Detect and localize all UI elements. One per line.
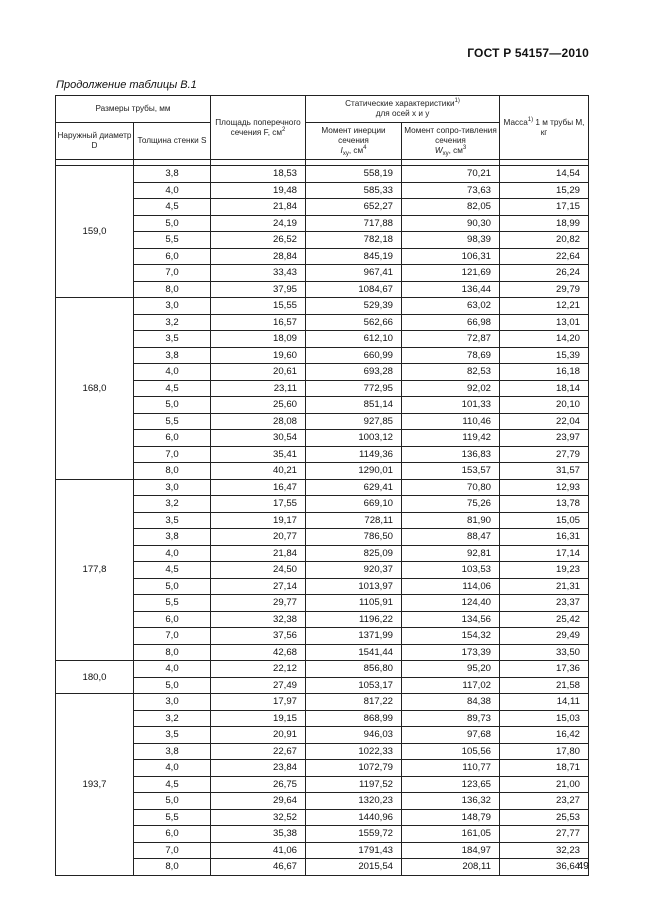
mass-cell: 18,99 bbox=[500, 215, 589, 232]
inertia-cell: 728,11 bbox=[306, 512, 402, 529]
mass-cell: 16,42 bbox=[500, 727, 589, 744]
mass-cell: 13,78 bbox=[500, 496, 589, 513]
area-cell: 35,38 bbox=[211, 826, 306, 843]
mass-cell: 32,23 bbox=[500, 842, 589, 859]
resistance-cell: 148,79 bbox=[402, 809, 500, 826]
mass-cell: 27,77 bbox=[500, 826, 589, 843]
table-row bbox=[56, 364, 589, 381]
area-cell: 18,09 bbox=[211, 331, 306, 348]
area-cell: 33,43 bbox=[211, 265, 306, 282]
resistance-cell: 66,98 bbox=[402, 314, 500, 331]
table-row bbox=[56, 545, 589, 562]
resistance-cell: 82,05 bbox=[402, 199, 500, 216]
area-cell: 16,47 bbox=[211, 479, 306, 496]
table-row bbox=[56, 529, 589, 546]
area-cell: 16,57 bbox=[211, 314, 306, 331]
area-cell: 19,48 bbox=[211, 182, 306, 199]
inertia-cell: 1084,67 bbox=[306, 281, 402, 298]
table-row bbox=[56, 694, 589, 711]
table-row bbox=[56, 446, 589, 463]
wall-cell: 4,5 bbox=[134, 776, 211, 793]
resistance-cell: 136,83 bbox=[402, 446, 500, 463]
wall-cell: 8,0 bbox=[134, 463, 211, 480]
table-row bbox=[56, 826, 589, 843]
inertia-cell: 1371,99 bbox=[306, 628, 402, 645]
table-row bbox=[56, 215, 589, 232]
resistance-cell: 81,90 bbox=[402, 512, 500, 529]
wall-cell: 6,0 bbox=[134, 826, 211, 843]
resistance-cell: 92,81 bbox=[402, 545, 500, 562]
resistance-cell: 136,44 bbox=[402, 281, 500, 298]
area-cell: 19,60 bbox=[211, 347, 306, 364]
resistance-cell: 119,42 bbox=[402, 430, 500, 447]
area-cell: 20,61 bbox=[211, 364, 306, 381]
mass-cell: 17,36 bbox=[500, 661, 589, 678]
inertia-cell: 1197,52 bbox=[306, 776, 402, 793]
area-cell: 41,06 bbox=[211, 842, 306, 859]
area-cell: 35,41 bbox=[211, 446, 306, 463]
mass-cell: 36,64 bbox=[500, 859, 589, 876]
resistance-cell: 89,73 bbox=[402, 710, 500, 727]
inertia-cell: 868,99 bbox=[306, 710, 402, 727]
resistance-cell: 72,87 bbox=[402, 331, 500, 348]
table-row bbox=[56, 644, 589, 661]
table-row bbox=[56, 430, 589, 447]
inertia-cell: 1541,44 bbox=[306, 644, 402, 661]
wall-cell: 3,8 bbox=[134, 743, 211, 760]
resistance-cell: 73,63 bbox=[402, 182, 500, 199]
inertia-cell: 693,28 bbox=[306, 364, 402, 381]
inertia-cell: 612,10 bbox=[306, 331, 402, 348]
pipe-size-header: Размеры трубы, мм bbox=[56, 96, 211, 123]
mass-cell: 21,00 bbox=[500, 776, 589, 793]
resistance-cell: 110,46 bbox=[402, 413, 500, 430]
area-cell: 24,19 bbox=[211, 215, 306, 232]
inertia-cell: 562,66 bbox=[306, 314, 402, 331]
wall-cell: 7,0 bbox=[134, 265, 211, 282]
table-row bbox=[56, 760, 589, 777]
area-cell: 27,49 bbox=[211, 677, 306, 694]
table-row bbox=[56, 496, 589, 513]
mass-cell: 17,80 bbox=[500, 743, 589, 760]
resistance-cell: 154,32 bbox=[402, 628, 500, 645]
table-row bbox=[56, 727, 589, 744]
area-cell: 29,77 bbox=[211, 595, 306, 612]
wall-cell: 4,5 bbox=[134, 562, 211, 579]
static-header: Статические характеристики$^{1)}$ для осей x и y bbox=[306, 96, 500, 123]
wall-cell: 5,5 bbox=[134, 595, 211, 612]
diameter-cell: 180,0 bbox=[56, 661, 134, 694]
area-cell: 27,14 bbox=[211, 578, 306, 595]
inertia-cell: 786,50 bbox=[306, 529, 402, 546]
resistance-cell: 103,53 bbox=[402, 562, 500, 579]
wall-cell: 5,5 bbox=[134, 809, 211, 826]
resistance-cell: 70,80 bbox=[402, 479, 500, 496]
page-number: 49 bbox=[577, 860, 589, 872]
outer-diameter-header: Наружный диаметр D bbox=[56, 123, 134, 160]
mass-cell: 21,31 bbox=[500, 578, 589, 595]
wall-cell: 3,5 bbox=[134, 512, 211, 529]
area-cell: 29,64 bbox=[211, 793, 306, 810]
area-cell: 26,75 bbox=[211, 776, 306, 793]
wall-cell: 4,5 bbox=[134, 199, 211, 216]
wall-cell: 3,0 bbox=[134, 479, 211, 496]
table-header bbox=[56, 96, 589, 166]
mass-cell: 23,27 bbox=[500, 793, 589, 810]
area-cell: 22,67 bbox=[211, 743, 306, 760]
wall-cell: 4,0 bbox=[134, 760, 211, 777]
mass-cell: 19,23 bbox=[500, 562, 589, 579]
wall-cell: 5,0 bbox=[134, 677, 211, 694]
table-row bbox=[56, 166, 589, 183]
area-cell: 32,38 bbox=[211, 611, 306, 628]
area-cell: 18,53 bbox=[211, 166, 306, 183]
inertia-cell: 1053,17 bbox=[306, 677, 402, 694]
wall-cell: 3,5 bbox=[134, 727, 211, 744]
mass-cell: 21,58 bbox=[500, 677, 589, 694]
inertia-cell: 669,10 bbox=[306, 496, 402, 513]
resistance-cell: 98,39 bbox=[402, 232, 500, 249]
area-cell: 20,91 bbox=[211, 727, 306, 744]
wall-cell: 5,0 bbox=[134, 215, 211, 232]
table-row bbox=[56, 463, 589, 480]
resistance-header: Момент сопро-тивления сечения $W_{xy}$, $см^3$ bbox=[402, 123, 500, 160]
table-row bbox=[56, 611, 589, 628]
mass-cell: 14,54 bbox=[500, 166, 589, 183]
inertia-cell: 1290,01 bbox=[306, 463, 402, 480]
area-cell: 23,84 bbox=[211, 760, 306, 777]
area-cell: 40,21 bbox=[211, 463, 306, 480]
static-axes: для осей x и y bbox=[375, 109, 430, 118]
table-row bbox=[56, 776, 589, 793]
mass-cell: 16,31 bbox=[500, 529, 589, 546]
mass-cell: 25,42 bbox=[500, 611, 589, 628]
area-cell: 28,84 bbox=[211, 248, 306, 265]
area-cell: 21,84 bbox=[211, 545, 306, 562]
resistance-cell: 208,11 bbox=[402, 859, 500, 876]
resistance-cell: 121,69 bbox=[402, 265, 500, 282]
inertia-cell: 585,33 bbox=[306, 182, 402, 199]
mass-cell: 31,57 bbox=[500, 463, 589, 480]
wall-cell: 8,0 bbox=[134, 281, 211, 298]
inertia-cell: 660,99 bbox=[306, 347, 402, 364]
wall-cell: 5,0 bbox=[134, 578, 211, 595]
mass-cell: 15,39 bbox=[500, 347, 589, 364]
diameter-cell: 177,8 bbox=[56, 479, 134, 661]
area-cell: 15,55 bbox=[211, 298, 306, 315]
resistance-cell: 101,33 bbox=[402, 397, 500, 414]
inertia-cell: 817,22 bbox=[306, 694, 402, 711]
table-row bbox=[56, 793, 589, 810]
table-row bbox=[56, 281, 589, 298]
inertia-cell: 1149,36 bbox=[306, 446, 402, 463]
table-row bbox=[56, 628, 589, 645]
mass-cell: 14,20 bbox=[500, 331, 589, 348]
resistance-cell: 161,05 bbox=[402, 826, 500, 843]
inertia-cell: 851,14 bbox=[306, 397, 402, 414]
area-cell: 37,56 bbox=[211, 628, 306, 645]
table-row bbox=[56, 182, 589, 199]
resistance-cell: 90,30 bbox=[402, 215, 500, 232]
inertia-cell: 946,03 bbox=[306, 727, 402, 744]
mass-cell: 15,05 bbox=[500, 512, 589, 529]
wall-cell: 4,0 bbox=[134, 182, 211, 199]
inertia-cell: 845,19 bbox=[306, 248, 402, 265]
table-row bbox=[56, 809, 589, 826]
wall-cell: 4,5 bbox=[134, 380, 211, 397]
inertia-cell: 967,41 bbox=[306, 265, 402, 282]
inertia-cell: 772,95 bbox=[306, 380, 402, 397]
resistance-cell: 63,02 bbox=[402, 298, 500, 315]
mass-cell: 15,03 bbox=[500, 710, 589, 727]
resistance-cell: 110,77 bbox=[402, 760, 500, 777]
resistance-cell: 123,65 bbox=[402, 776, 500, 793]
mass-cell: 17,14 bbox=[500, 545, 589, 562]
inertia-cell: 1003,12 bbox=[306, 430, 402, 447]
table-row bbox=[56, 562, 589, 579]
resistance-cell: 184,97 bbox=[402, 842, 500, 859]
table-row bbox=[56, 661, 589, 678]
resistance-cell: 136,32 bbox=[402, 793, 500, 810]
area-cell: 21,84 bbox=[211, 199, 306, 216]
area-cell: 42,68 bbox=[211, 644, 306, 661]
mass-cell: 29,79 bbox=[500, 281, 589, 298]
area-cell: 17,97 bbox=[211, 694, 306, 711]
table-caption: Продолжение таблицы В.1 bbox=[56, 79, 197, 91]
mass-cell: 22,64 bbox=[500, 248, 589, 265]
resistance-cell: 117,02 bbox=[402, 677, 500, 694]
inertia-header: Момент инерции сечения $I_{xy}$, $см^4$ bbox=[306, 123, 402, 160]
mass-cell: 20,82 bbox=[500, 232, 589, 249]
mass-cell: 33,50 bbox=[500, 644, 589, 661]
resistance-cell: 82,53 bbox=[402, 364, 500, 381]
area-cell: 19,15 bbox=[211, 710, 306, 727]
resistance-cell: 134,56 bbox=[402, 611, 500, 628]
resistance-cell: 97,68 bbox=[402, 727, 500, 744]
area-cell: 32,52 bbox=[211, 809, 306, 826]
area-cell: 25,60 bbox=[211, 397, 306, 414]
inertia-cell: 1022,33 bbox=[306, 743, 402, 760]
wall-cell: 3,0 bbox=[134, 298, 211, 315]
table-row bbox=[56, 842, 589, 859]
mass-cell: 26,24 bbox=[500, 265, 589, 282]
wall-cell: 3,0 bbox=[134, 694, 211, 711]
inertia-cell: 2015,54 bbox=[306, 859, 402, 876]
resistance-cell: 95,20 bbox=[402, 661, 500, 678]
mass-cell: 22,04 bbox=[500, 413, 589, 430]
wall-cell: 3,2 bbox=[134, 710, 211, 727]
resistance-cell: 114,06 bbox=[402, 578, 500, 595]
area-cell: 30,54 bbox=[211, 430, 306, 447]
inertia-cell: 782,18 bbox=[306, 232, 402, 249]
resistance-cell: 70,21 bbox=[402, 166, 500, 183]
resistance-cell: 92,02 bbox=[402, 380, 500, 397]
mass-cell: 20,10 bbox=[500, 397, 589, 414]
table-row bbox=[56, 232, 589, 249]
inertia-cell: 529,39 bbox=[306, 298, 402, 315]
area-cell: 37,95 bbox=[211, 281, 306, 298]
inertia-cell: 1440,96 bbox=[306, 809, 402, 826]
wall-cell: 7,0 bbox=[134, 842, 211, 859]
wall-cell: 3,2 bbox=[134, 314, 211, 331]
wall-cell: 6,0 bbox=[134, 430, 211, 447]
table-row bbox=[56, 199, 589, 216]
wall-cell: 4,0 bbox=[134, 545, 211, 562]
wall-cell: 6,0 bbox=[134, 611, 211, 628]
area-cell: 22,12 bbox=[211, 661, 306, 678]
area-cell: 46,67 bbox=[211, 859, 306, 876]
area-cell: 24,50 bbox=[211, 562, 306, 579]
wall-cell: 5,0 bbox=[134, 397, 211, 414]
mass-cell: 18,14 bbox=[500, 380, 589, 397]
table-row bbox=[56, 743, 589, 760]
mass-cell: 15,29 bbox=[500, 182, 589, 199]
area-header: Площадь поперечного сечения F, $см^2$ bbox=[211, 96, 306, 160]
inertia-cell: 1196,22 bbox=[306, 611, 402, 628]
resistance-cell: 75,26 bbox=[402, 496, 500, 513]
diameter-cell: 168,0 bbox=[56, 298, 134, 480]
inertia-cell: 558,19 bbox=[306, 166, 402, 183]
inertia-cell: 920,37 bbox=[306, 562, 402, 579]
inertia-cell: 1320,23 bbox=[306, 793, 402, 810]
table-row bbox=[56, 677, 589, 694]
wall-cell: 3,8 bbox=[134, 529, 211, 546]
wall-cell: 8,0 bbox=[134, 644, 211, 661]
area-cell: 20,77 bbox=[211, 529, 306, 546]
inertia-cell: 1072,79 bbox=[306, 760, 402, 777]
area-cell: 28,08 bbox=[211, 413, 306, 430]
table-row bbox=[56, 595, 589, 612]
mass-cell: 29,49 bbox=[500, 628, 589, 645]
table-row bbox=[56, 380, 589, 397]
area-cell: 26,52 bbox=[211, 232, 306, 249]
wall-cell: 3,2 bbox=[134, 496, 211, 513]
table-row bbox=[56, 314, 589, 331]
area-cell: 23,11 bbox=[211, 380, 306, 397]
mass-cell: 17,15 bbox=[500, 199, 589, 216]
wall-cell: 4,0 bbox=[134, 661, 211, 678]
mass-cell: 27,79 bbox=[500, 446, 589, 463]
inertia-cell: 856,80 bbox=[306, 661, 402, 678]
inertia-cell: 825,09 bbox=[306, 545, 402, 562]
pipe-data-table bbox=[55, 95, 589, 876]
inertia-cell: 652,27 bbox=[306, 199, 402, 216]
table-row bbox=[56, 298, 589, 315]
table-row bbox=[56, 331, 589, 348]
mass-cell: 18,71 bbox=[500, 760, 589, 777]
resistance-cell: 78,69 bbox=[402, 347, 500, 364]
wall-cell: 5,5 bbox=[134, 413, 211, 430]
wall-cell: 4,0 bbox=[134, 364, 211, 381]
wall-cell: 3,5 bbox=[134, 331, 211, 348]
inertia-cell: 927,85 bbox=[306, 413, 402, 430]
mass-cell: 12,21 bbox=[500, 298, 589, 315]
table-row bbox=[56, 347, 589, 364]
table-row bbox=[56, 578, 589, 595]
inertia-cell: 1791,43 bbox=[306, 842, 402, 859]
table-row bbox=[56, 248, 589, 265]
inertia-cell: 717,88 bbox=[306, 215, 402, 232]
wall-cell: 3,8 bbox=[134, 166, 211, 183]
table-row bbox=[56, 265, 589, 282]
mass-cell: 14,11 bbox=[500, 694, 589, 711]
area-cell: 19,17 bbox=[211, 512, 306, 529]
resistance-cell: 105,56 bbox=[402, 743, 500, 760]
diameter-cell: 193,7 bbox=[56, 694, 134, 876]
wall-cell: 5,5 bbox=[134, 232, 211, 249]
mass-cell: 16,18 bbox=[500, 364, 589, 381]
standard-number: ГОСТ Р 54157—2010 bbox=[467, 46, 589, 60]
area-cell: 17,55 bbox=[211, 496, 306, 513]
mass-cell: 23,37 bbox=[500, 595, 589, 612]
resistance-cell: 106,31 bbox=[402, 248, 500, 265]
wall-cell: 6,0 bbox=[134, 248, 211, 265]
wall-cell: 3,8 bbox=[134, 347, 211, 364]
resistance-cell: 84,38 bbox=[402, 694, 500, 711]
mass-cell: 13,01 bbox=[500, 314, 589, 331]
mass-cell: 23,97 bbox=[500, 430, 589, 447]
mass-cell: 25,53 bbox=[500, 809, 589, 826]
table-row bbox=[56, 859, 589, 876]
table-row bbox=[56, 397, 589, 414]
inertia-cell: 1105,91 bbox=[306, 595, 402, 612]
table-row bbox=[56, 479, 589, 496]
resistance-cell: 173,39 bbox=[402, 644, 500, 661]
table-row bbox=[56, 512, 589, 529]
mass-header: Масса$^{1)}$ 1 м трубы M, кг bbox=[500, 96, 589, 160]
table-row bbox=[56, 413, 589, 430]
mass-cell: 12,93 bbox=[500, 479, 589, 496]
inertia-cell: 1559,72 bbox=[306, 826, 402, 843]
wall-cell: 7,0 bbox=[134, 628, 211, 645]
table-row bbox=[56, 710, 589, 727]
resistance-cell: 124,40 bbox=[402, 595, 500, 612]
inertia-cell: 629,41 bbox=[306, 479, 402, 496]
wall-cell: 8,0 bbox=[134, 859, 211, 876]
wall-thickness-header: Толщина стенки S bbox=[134, 123, 211, 160]
wall-cell: 7,0 bbox=[134, 446, 211, 463]
table-body bbox=[56, 166, 589, 876]
inertia-cell: 1013,97 bbox=[306, 578, 402, 595]
diameter-cell: 159,0 bbox=[56, 166, 134, 298]
wall-cell: 5,0 bbox=[134, 793, 211, 810]
resistance-cell: 153,57 bbox=[402, 463, 500, 480]
resistance-cell: 88,47 bbox=[402, 529, 500, 546]
